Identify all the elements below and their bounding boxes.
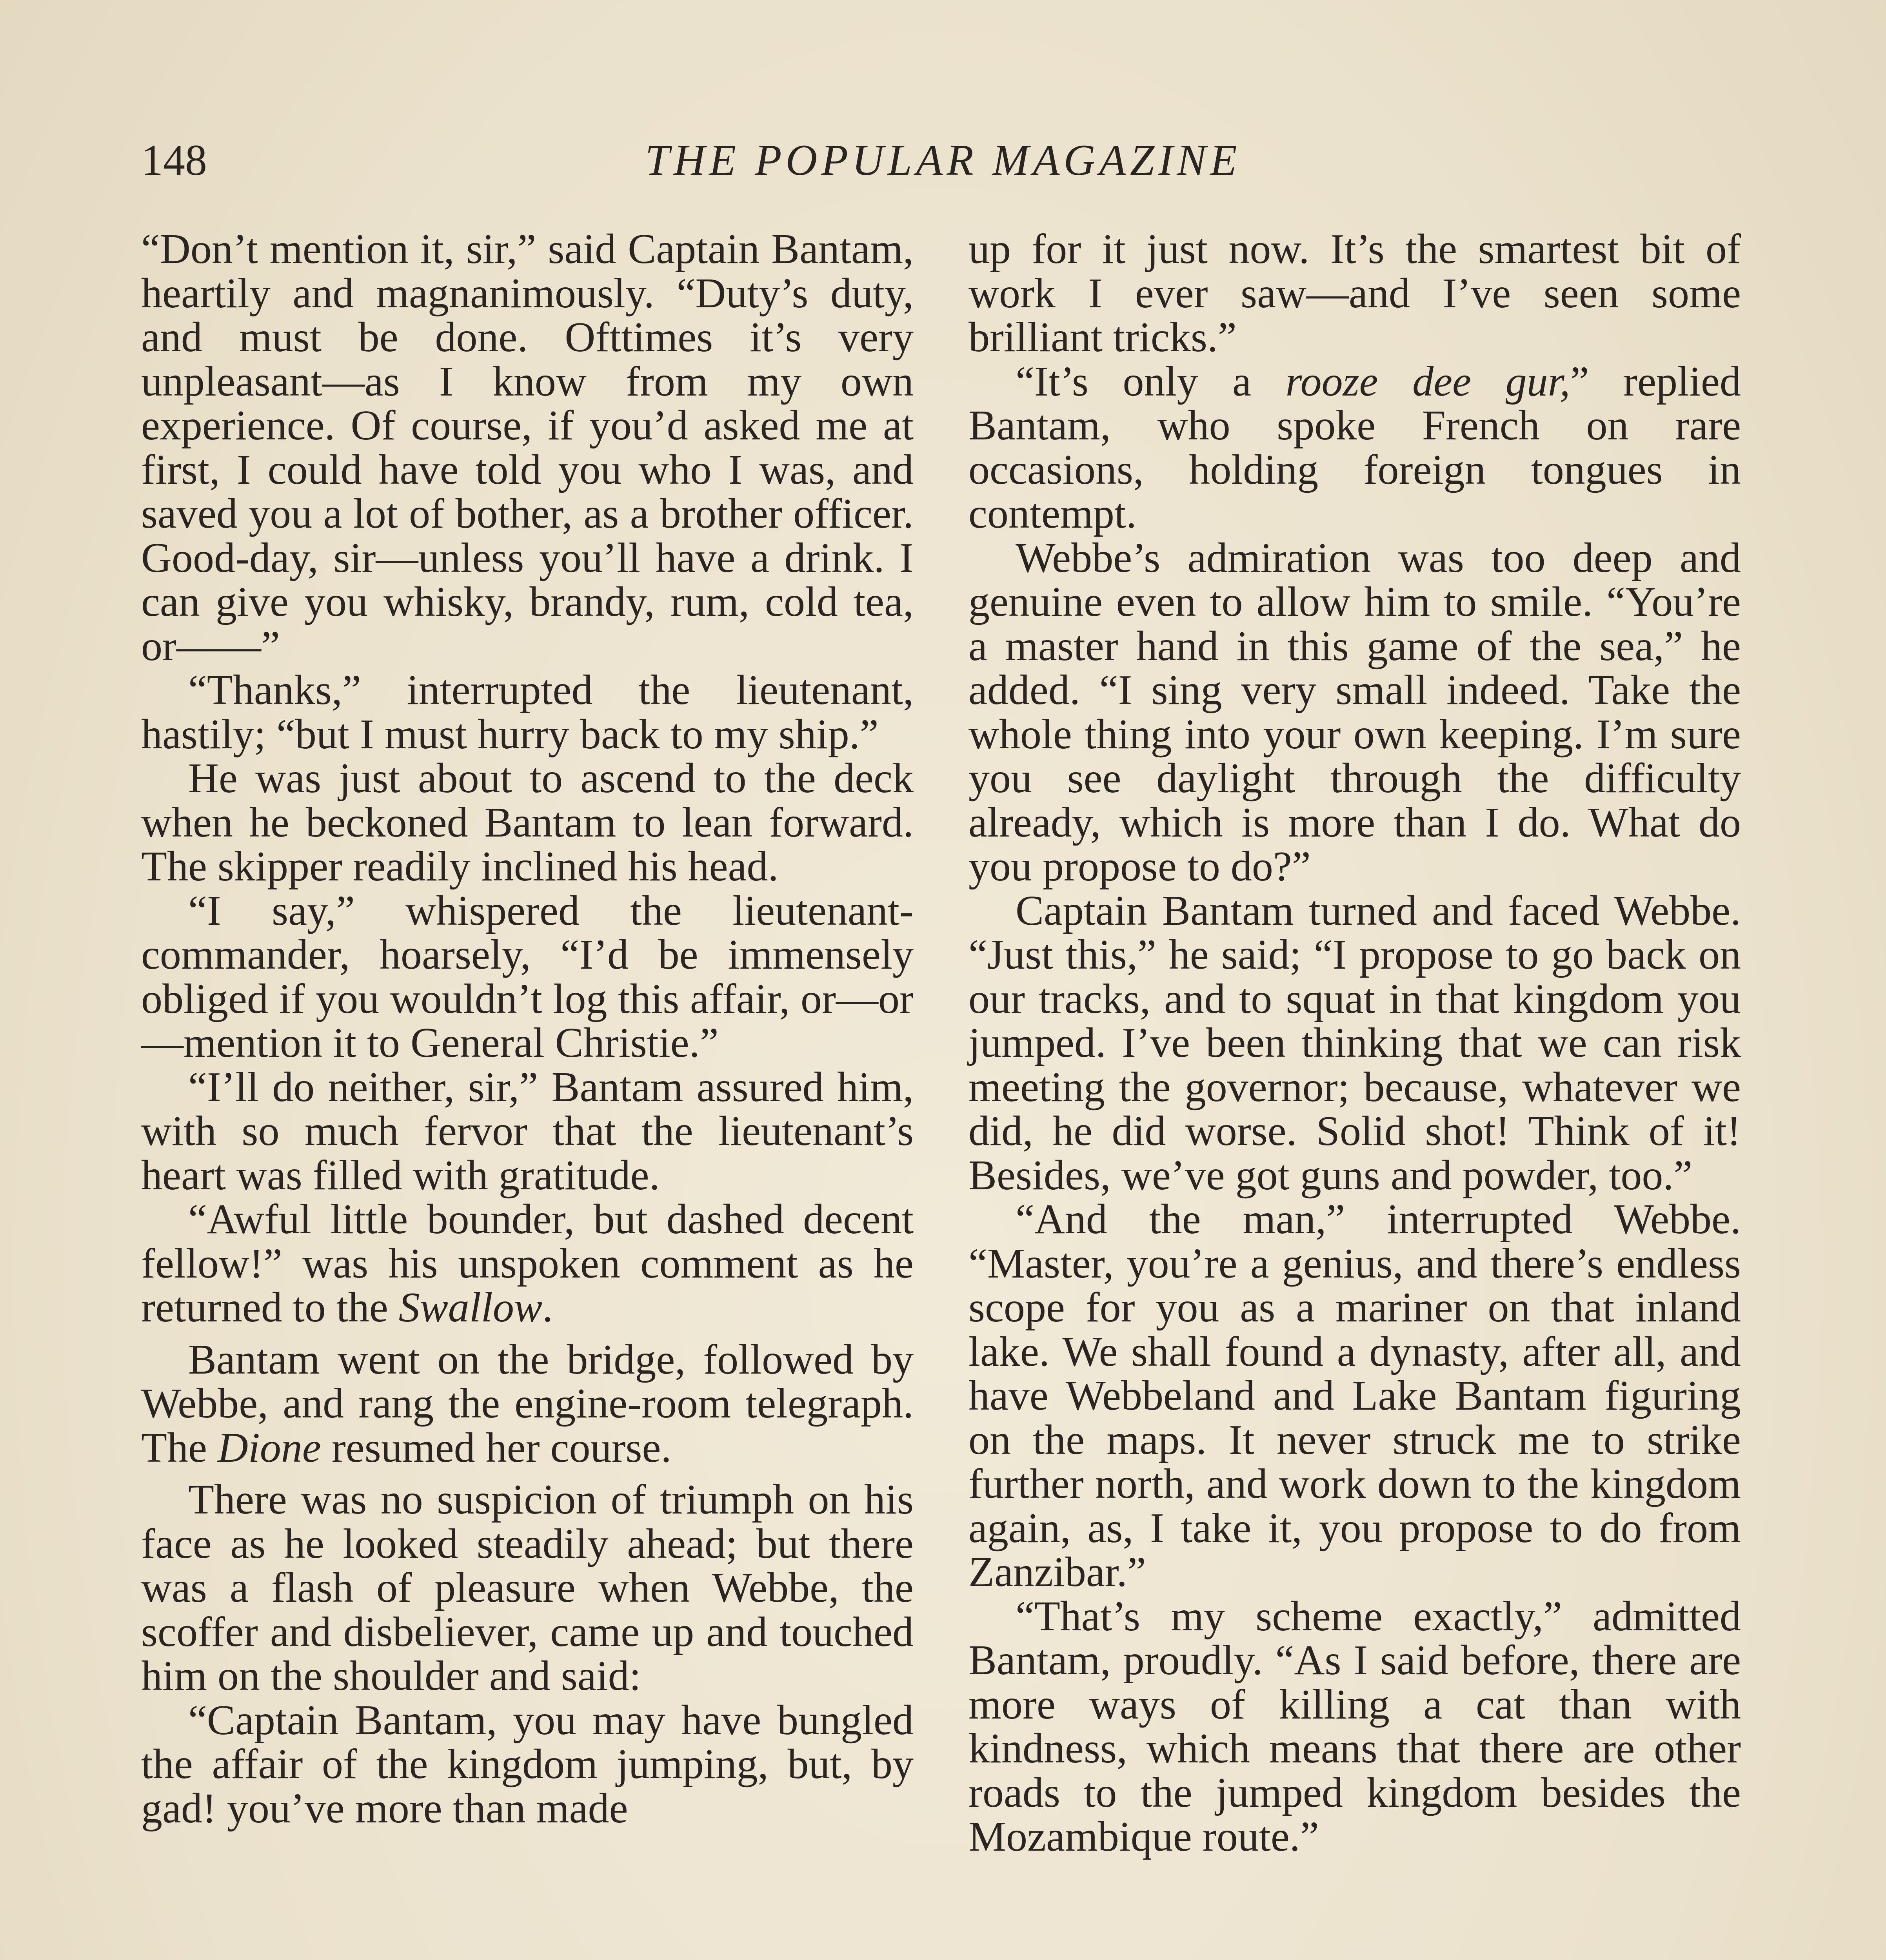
- paragraph: [141, 1198, 914, 1330]
- paragraph-text: “Awful little bounder, but dashed decent fellow!” was his unspoken comment as he returned to the: [141, 1196, 914, 1331]
- left-column: [141, 227, 914, 1831]
- paragraph: up for it just now. It’s the smartest bit of work I ever saw—and I’ve seen some brilliant tricks.”: [968, 226, 1741, 361]
- paragraph-text: .: [542, 1284, 553, 1331]
- paragraph: [141, 1338, 914, 1470]
- paragraph: “I’ll do neither, sir,” Bantam assured him, with so much fervor that the lieutenant’s heart was filled with gratitude.: [141, 1063, 914, 1199]
- paragraph-text: resumed her course.: [321, 1424, 672, 1471]
- ship-name: Swallow: [398, 1284, 542, 1331]
- paragraph: “And the man,” interrupted Webbe. “Master, you’re a genius, and there’s endless scope for you as a mariner on that inland lake. We shall found a dynasty, after all, and have Webbeland and Lake Bantam figuring on the maps. It never struck me to strike further north, and work down to the kingdom again, as, I take it, you propose to do from Zanzibar.”: [968, 1196, 1741, 1595]
- paragraph: “Don’t mention it, sir,” said Captain Bantam, heartily and magnanimously. “Duty’s duty, and must be done. Ofttimes it’s very unpleasant—as I know from my own experience. Of course, if you’d asked me at first, I could have told you who I was, and saved you a lot of bother, as a brother officer. Good-day, sir—unless you’ll have a drink. I can give you whisky, brandy, rum, cold tea, or——”: [141, 226, 914, 670]
- page-number: 148: [141, 136, 207, 185]
- ship-name: Dione: [217, 1424, 321, 1471]
- paragraph: Captain Bantam turned and faced Webbe. “Just this,” he said; “I propose to go back on our tracks, and to squat in that kingdom you jumped. I’ve been thinking that we can risk meeting the governor; because, whatever we did, he did worse. Solid shot! Think of it! Besides, we’ve got guns and powder, too.”: [968, 887, 1741, 1199]
- paragraph: “Thanks,” interrupted the lieutenant, hastily; “but I must hurry back to my ship.”: [141, 667, 914, 758]
- paragraph-text: “It’s only a: [1016, 358, 1286, 405]
- paragraph: “That’s my scheme exactly,” admitted Bantam, proudly. “As I said before, there are more ways of killing a cat than with kindness, which means that there are other roads to the jumped kingdom besides the Mozambique route.”: [968, 1593, 1741, 1860]
- paragraph-text: Bantam went on the bridge, followed by Webbe, and rang the engine-room telegraph. The: [141, 1336, 914, 1471]
- italic-phrase: rooze dee gur,: [1285, 358, 1570, 405]
- paragraph: There was no suspicion of triumph on his face as he looked steadily ahead; but there was a flash of pleasure when Webbe, the scoffer and disbeliever, came up and touched him on the shoulder and said:: [141, 1476, 914, 1699]
- right-column: [968, 227, 1741, 1859]
- paragraph: He was just about to ascend to the deck when he beckoned Bantam to lean forward. The skipper readily inclined his head.: [141, 755, 914, 890]
- paragraph: “I say,” whispered the lieutenant-commander, hoarsely, “I’d be immensely obliged if you wouldn’t log this affair, or—or—mention it to General Christie.”: [141, 887, 914, 1066]
- running-head: THE POPULAR MAGAZINE: [645, 136, 1241, 185]
- paragraph: Webbe’s admiration was too deep and genuine even to allow him to smile. “You’re a master hand in this game of the sea,” he added. “I sing very small indeed. Take the whole thing into your own keeping. I’m sure you see daylight through the difficulty already, which is more than I do. What do you propose to do?”: [968, 534, 1741, 890]
- paragraph: [968, 360, 1741, 536]
- paragraph: “Captain Bantam, you may have bungled the affair of the kingdom jumping, but, by gad! you’ve more than made: [141, 1697, 914, 1832]
- paragraph-text: ” replied Bantam, who spoke French on rare occasions, holding foreign tongues in contempt.: [968, 358, 1741, 537]
